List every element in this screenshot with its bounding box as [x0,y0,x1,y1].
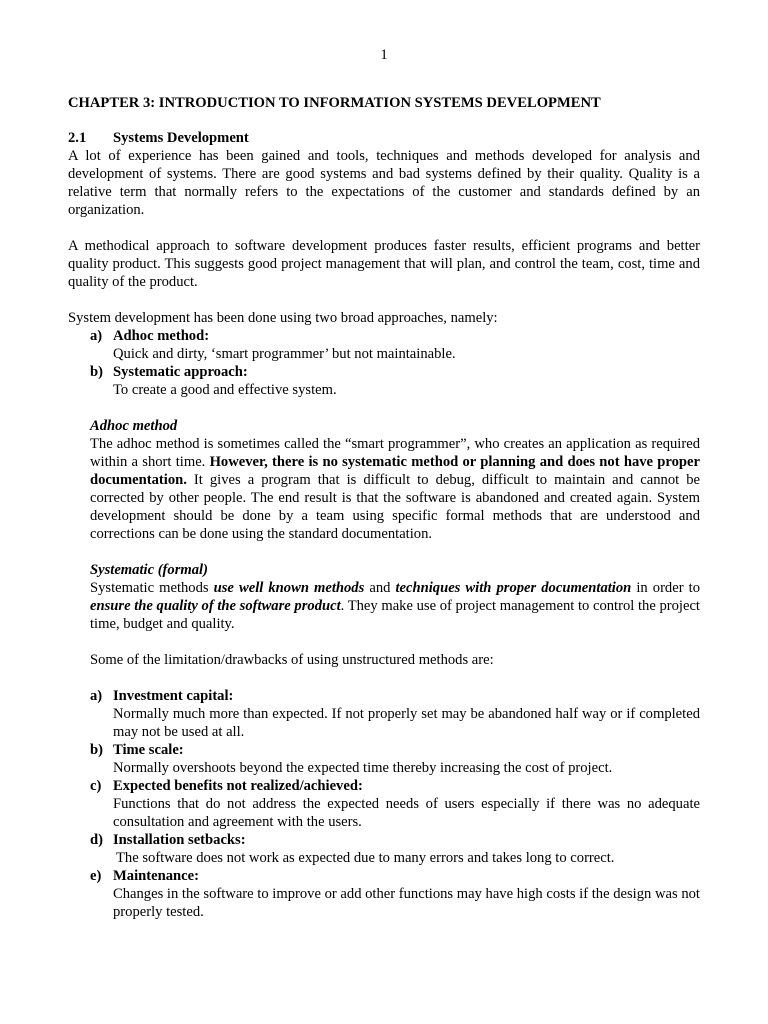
list-marker: b) [90,742,103,758]
systematic-paragraph [90,579,700,633]
subsection-heading: Adhoc method [90,418,178,434]
list-item-text: To create a good and effective system. [113,382,337,398]
methodical-paragraph: A methodical approach to software development produces faster results, efficient programs and better quality product. This suggests good project management that will plan, and control the team, cost, time and quality of the product. [68,238,700,290]
list-item-text: Normally much more than expected. If not properly set may be abandoned half way or if completed may not be used at all. [113,706,700,740]
list-item [68,777,700,831]
chapter-title: CHAPTER 3: INTRODUCTION TO INFORMATION SYSTEMS DEVELOPMENT [68,95,601,111]
list-item-text: Quick and dirty, ‘smart programmer’ but not maintainable. [113,346,456,362]
list-item-heading: Adhoc method: [113,328,210,344]
adhoc-section [68,417,700,543]
list-item-heading: Expected benefits not realized/achieved: [113,778,363,794]
list-marker: c) [90,778,102,794]
systematic-text: . They make use of project management to control the project time, budget and quality. [90,598,700,632]
list-item-heading: Investment capital: [113,688,234,704]
systematic-emphasis: use well known methods [213,580,365,596]
systematic-section [68,561,700,669]
list-item [68,363,700,399]
section-number: 2.1 [68,130,87,146]
systematic-emphasis: ensure the quality of the software product [90,598,341,614]
list-marker: b) [90,364,103,380]
section-heading [68,129,700,147]
intro-paragraph: A lot of experience has been gained and tools, techniques and methods developed for analysis and development of systems. There are good systems and bad systems defined by their quality. Quality is a relative term that normally refers to the expectations of the customer and standards defined by an organization. [68,148,700,218]
list-item [68,867,700,921]
list-item-heading: Time scale: [113,742,184,758]
page-number: 1 [380,47,388,63]
list-item [68,741,700,777]
subsection-heading: Systematic (formal) [90,562,208,578]
section-title: Systems Development [113,130,249,146]
systematic-text: and [364,580,396,596]
document-body [68,94,700,921]
list-item [68,327,700,363]
systematic-emphasis: techniques with proper documentation [395,580,632,596]
approaches-intro: System development has been done using two broad approaches, namely: [68,310,498,326]
systematic-text: in order to [631,580,700,596]
systematic-text: Systematic methods [90,580,214,596]
list-marker: a) [90,688,103,704]
list-marker: e) [90,868,102,884]
list-item-heading: Maintenance: [113,868,199,884]
list-item-text: Functions that do not address the expected needs of users especially if there was no adequate consultation and agreement with the users. [113,796,700,830]
adhoc-bold-text: However, there is no systematic method or planning and does not have proper documentation. [90,454,700,488]
list-item-heading: Installation setbacks: [113,832,246,848]
limitations-intro: Some of the limitation/drawbacks of using unstructured methods are: [90,652,494,668]
list-item-heading: Systematic approach: [113,364,248,380]
list-marker: a) [90,328,103,344]
adhoc-text-2: It gives a program that is difficult to debug, difficult to maintain and cannot be corrected by other people. The end result is that the software is abandoned and created again. System development should be done by a team using specific formal methods that are understood and corrections can be done using the standard documentation. [90,472,700,542]
list-marker: d) [90,832,103,848]
list-item-text: The software does not work as expected due to many errors and takes long to correct. [116,850,615,866]
list-item [68,831,700,867]
adhoc-paragraph [90,435,700,543]
list-item-text: Changes in the software to improve or add other functions may have high costs if the design was not properly tested. [113,886,700,920]
list-item [68,687,700,741]
adhoc-text-1: The adhoc method is sometimes called the “smart programmer”, who creates an application as required within a short time. [90,436,700,470]
list-item-text: Normally overshoots beyond the expected time thereby increasing the cost of project. [113,760,613,776]
